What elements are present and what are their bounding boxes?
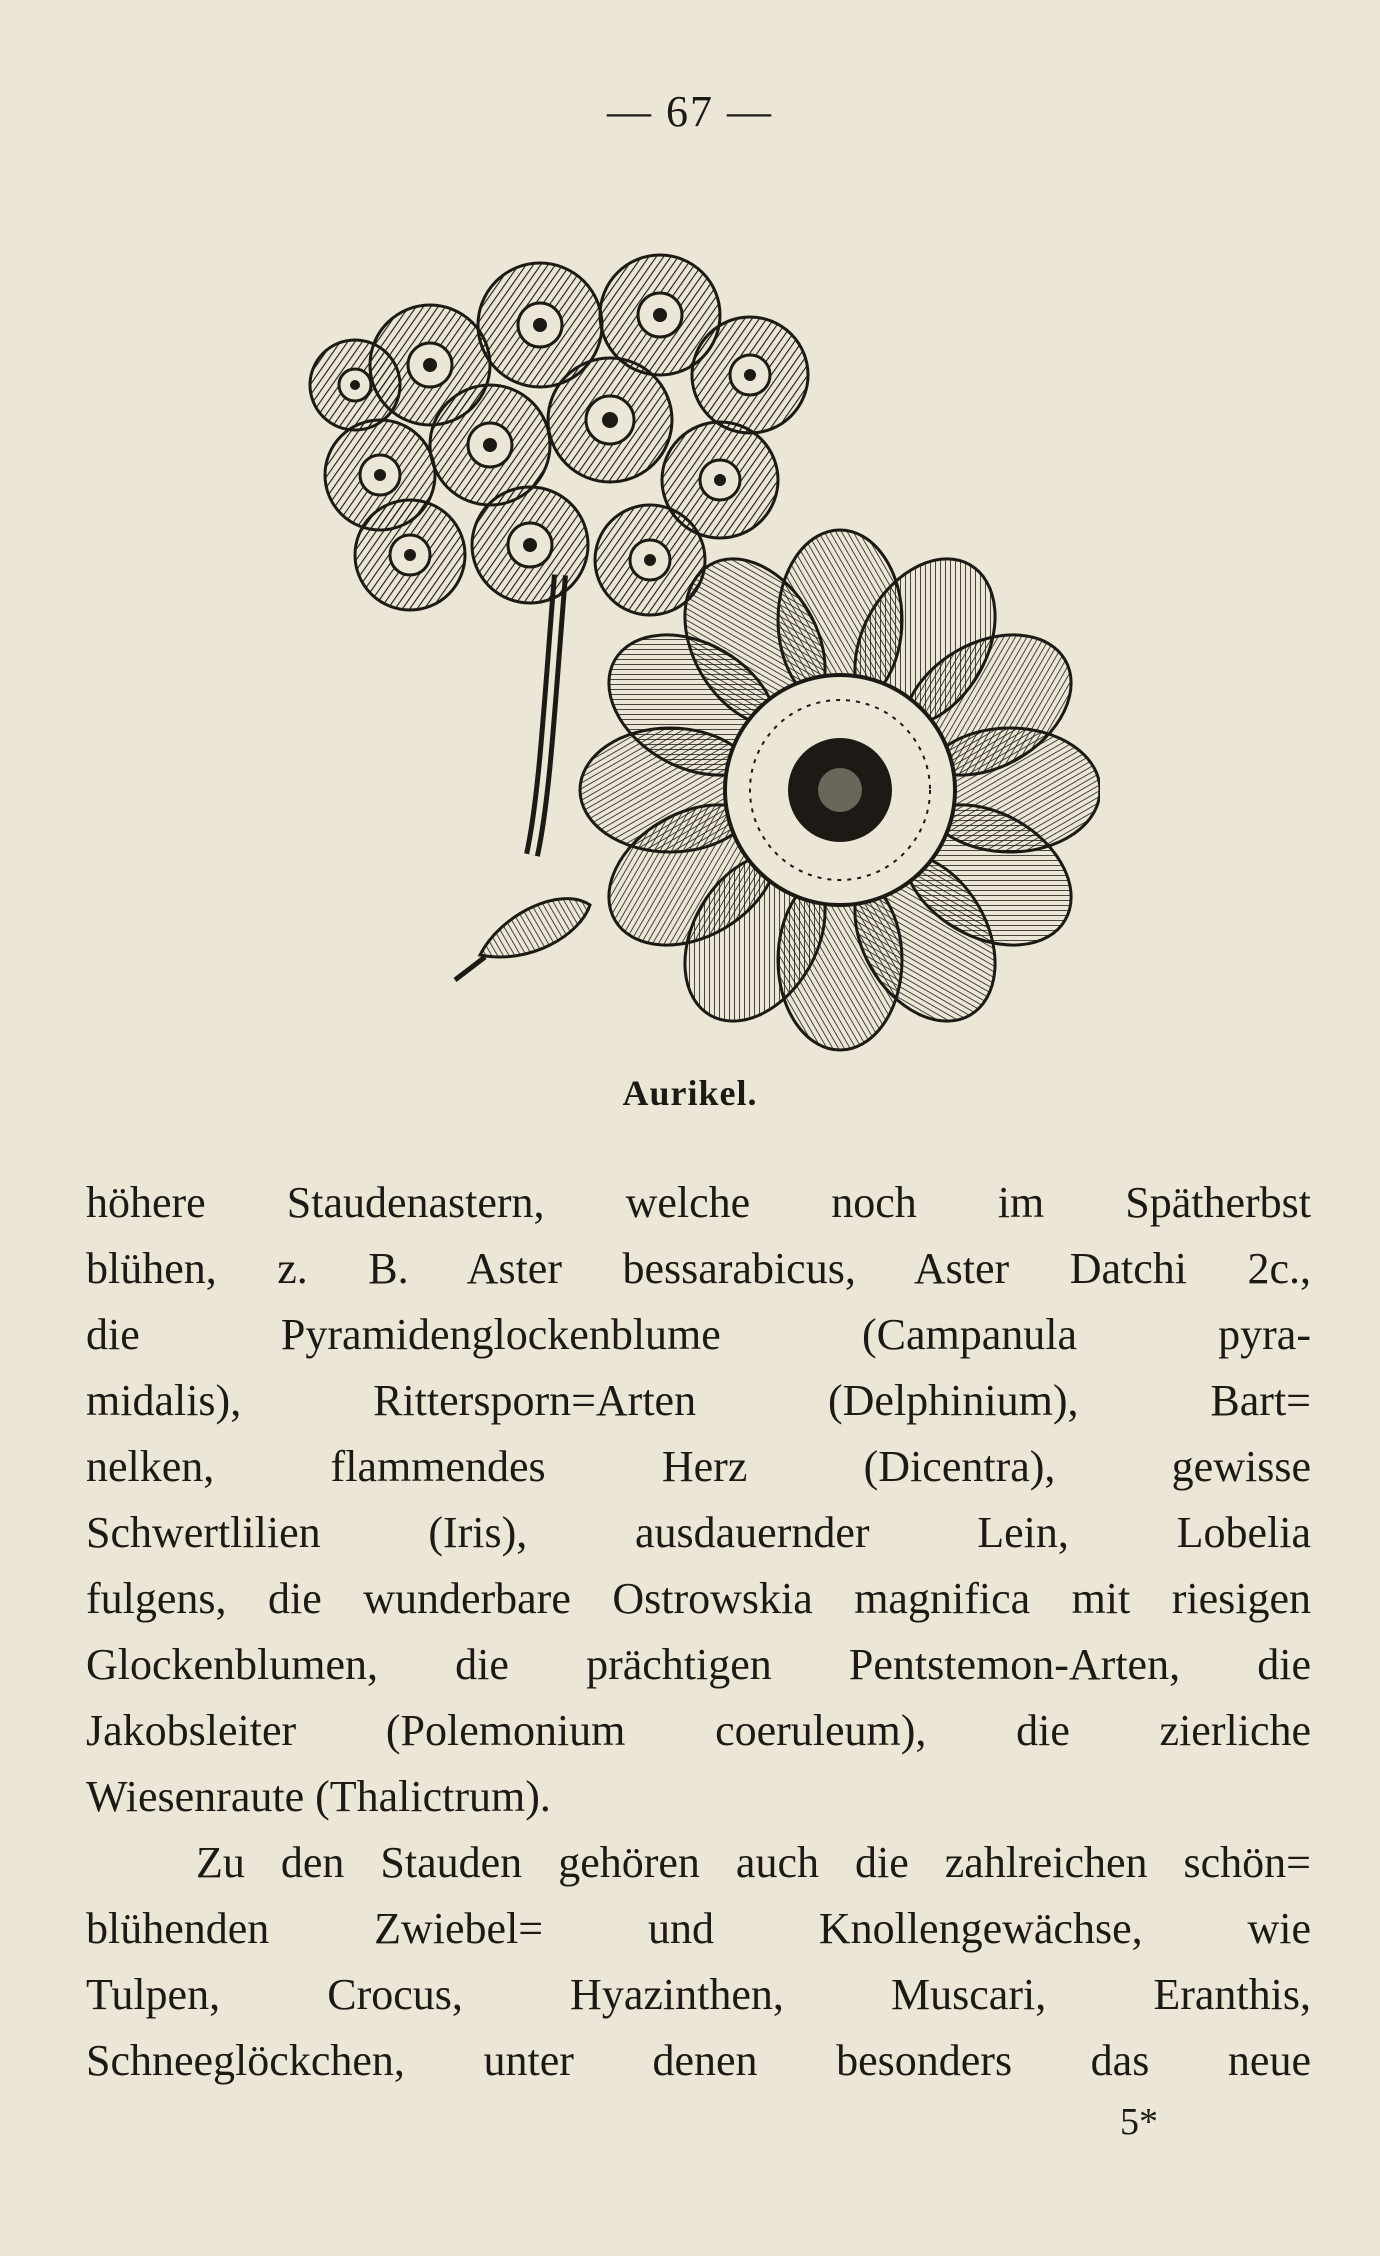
text-line: Jakobsleiter (Polemonium coeruleum), die zierliche	[86, 1706, 1311, 1755]
text-line: höhere Staudenastern, welche noch im Spätherbst	[86, 1178, 1311, 1227]
text-line: nelken, flammendes Herz (Dicentra), gewisse	[86, 1442, 1311, 1491]
text-line: midalis), Rittersporn=Arten (Delphinium), Bart=	[86, 1376, 1311, 1425]
text-line: Schwertlilien (Iris), ausdauernder Lein, Lobelia	[86, 1508, 1311, 1557]
paragraph-1	[86, 1170, 1311, 1830]
text-line: Zu den Stauden gehören auch die zahlreichen schön=	[196, 1838, 1311, 1887]
page-number: — 67 —	[607, 87, 773, 136]
text-line: blühen, z. B. Aster bessarabicus, Aster Datchi 2c.,	[86, 1244, 1311, 1293]
paragraph-2	[86, 1830, 1311, 2094]
auricula-illustration	[260, 215, 1100, 1055]
text-line: Schneeglöckchen, unter denen besonders das neue	[86, 2036, 1311, 2085]
text-line: Wiesenraute (Thalictrum).	[86, 1772, 551, 1821]
signature-mark: 5*	[1120, 2101, 1158, 2143]
text-line: Glockenblumen, die prächtigen Pentstemon-Arten, die	[86, 1640, 1311, 1689]
text-line: fulgens, die wunderbare Ostrowskia magnifica mit riesigen	[86, 1574, 1311, 1623]
text-line: Tulpen, Crocus, Hyazinthen, Muscari, Eranthis,	[86, 1970, 1311, 2019]
text-line: die Pyramidenglockenblume (Campanula pyra-	[86, 1310, 1311, 1359]
text-line: blühenden Zwiebel= und Knollengewächse, wie	[86, 1904, 1311, 1953]
figure-caption: Aurikel.	[622, 1073, 758, 1113]
